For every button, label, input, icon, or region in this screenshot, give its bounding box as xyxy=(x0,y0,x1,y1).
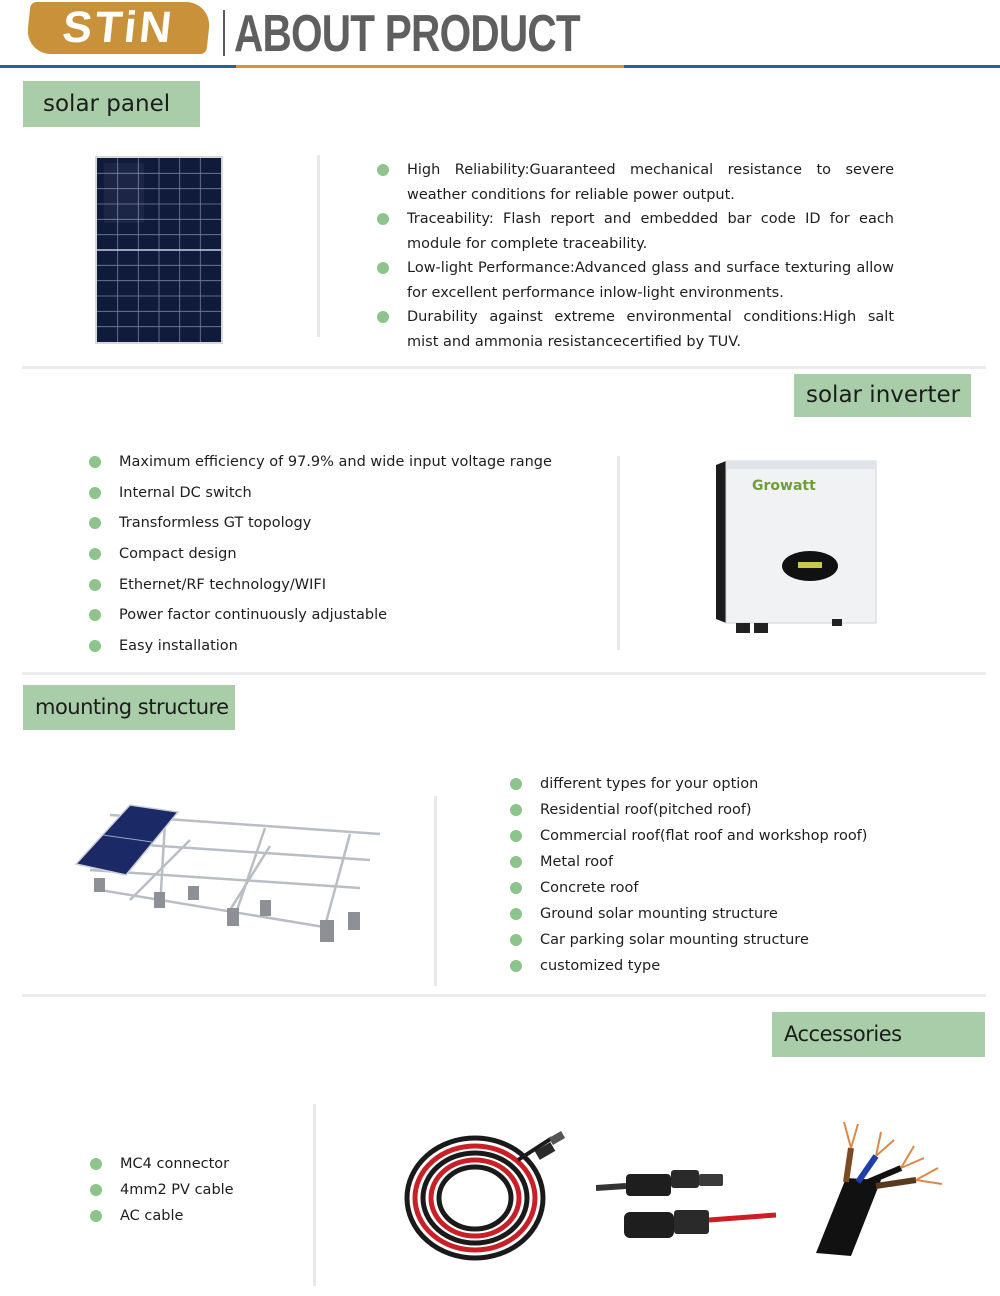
list-item: Transformless GT topology xyxy=(89,512,609,543)
list-item: Durability against extreme environmental conditions:High salt mist and ammonia resistancecertified by TUV. xyxy=(377,305,894,354)
list-item: MC4 connector xyxy=(90,1153,300,1179)
bullet-dot xyxy=(510,882,522,894)
inverter-brand-label: Growatt xyxy=(752,478,816,494)
bullet-dot xyxy=(89,517,101,529)
inverter-image xyxy=(714,459,880,641)
column-divider xyxy=(617,456,620,650)
mounting-structure-image xyxy=(70,800,385,955)
bullet-dot xyxy=(89,609,101,621)
bullet-dot xyxy=(377,213,389,225)
section-divider xyxy=(22,994,986,997)
section-title-mounting-structure: mounting structure xyxy=(23,685,235,730)
header-separator xyxy=(223,10,225,56)
section-title-accessories: Accessories xyxy=(772,1012,985,1057)
list-item: customized type xyxy=(510,955,970,981)
section-title-solar-inverter: solar inverter xyxy=(794,374,971,417)
column-divider xyxy=(434,796,437,986)
page-title: ABOUT PRODUCT xyxy=(234,5,580,63)
bullet-dot xyxy=(510,778,522,790)
bullet-dot xyxy=(377,311,389,323)
bullet-dot xyxy=(89,640,101,652)
mc4-connector-image xyxy=(596,1152,776,1247)
list-item: Residential roof(pitched roof) xyxy=(510,799,970,825)
list-item: Ground solar mounting structure xyxy=(510,903,970,929)
list-item: Power factor continuously adjustable xyxy=(89,604,609,635)
bullet-dot xyxy=(377,164,389,176)
list-item: 4mm2 PV cable xyxy=(90,1179,300,1205)
bullet-dot xyxy=(90,1158,102,1170)
list-item: Easy installation xyxy=(89,635,609,666)
list-item: Maximum efficiency of 97.9% and wide input voltage range xyxy=(89,451,609,482)
pv-cable-coil-image xyxy=(400,1130,575,1265)
mounting-structure-features xyxy=(510,773,970,981)
list-item: Car parking solar mounting structure xyxy=(510,929,970,955)
list-item: Compact design xyxy=(89,543,609,574)
bullet-dot xyxy=(510,804,522,816)
solar-panel-features xyxy=(377,158,894,354)
list-item: different types for your option xyxy=(510,773,970,799)
solar-panel-image xyxy=(94,155,224,345)
bullet-dot xyxy=(377,262,389,274)
bullet-dot xyxy=(510,960,522,972)
list-item: Low-light Performance:Advanced glass and surface texturing allow for excellent performance inlow-light environments. xyxy=(377,256,894,305)
list-item: Commercial roof(flat roof and workshop roof) xyxy=(510,825,970,851)
bullet-dot xyxy=(90,1210,102,1222)
ac-cable-image xyxy=(806,1118,946,1256)
list-item: Metal roof xyxy=(510,851,970,877)
list-item: Traceability: Flash report and embedded bar code ID for each module for complete traceability. xyxy=(377,207,894,256)
bullet-dot xyxy=(89,579,101,591)
bullet-dot xyxy=(510,934,522,946)
header-rule-accent xyxy=(236,65,624,68)
bullet-dot xyxy=(510,856,522,868)
section-divider xyxy=(22,366,986,369)
accessories-list xyxy=(90,1153,300,1231)
list-item: High Reliability:Guaranteed mechanical resistance to severe weather conditions for reliable power output. xyxy=(377,158,894,207)
bullet-dot xyxy=(510,908,522,920)
list-item: Ethernet/RF technology/WIFI xyxy=(89,574,609,605)
bullet-dot xyxy=(89,487,101,499)
bullet-dot xyxy=(510,830,522,842)
list-item: AC cable xyxy=(90,1205,300,1231)
bullet-dot xyxy=(89,456,101,468)
list-item: Concrete roof xyxy=(510,877,970,903)
section-title-solar-panel: solar panel xyxy=(23,81,200,127)
column-divider xyxy=(317,155,320,337)
column-divider xyxy=(313,1104,316,1286)
solar-inverter-features xyxy=(89,451,609,666)
list-item: Internal DC switch xyxy=(89,482,609,513)
bullet-dot xyxy=(90,1184,102,1196)
section-divider xyxy=(22,672,986,675)
brand-logo: STiN xyxy=(25,2,211,54)
bullet-dot xyxy=(89,548,101,560)
